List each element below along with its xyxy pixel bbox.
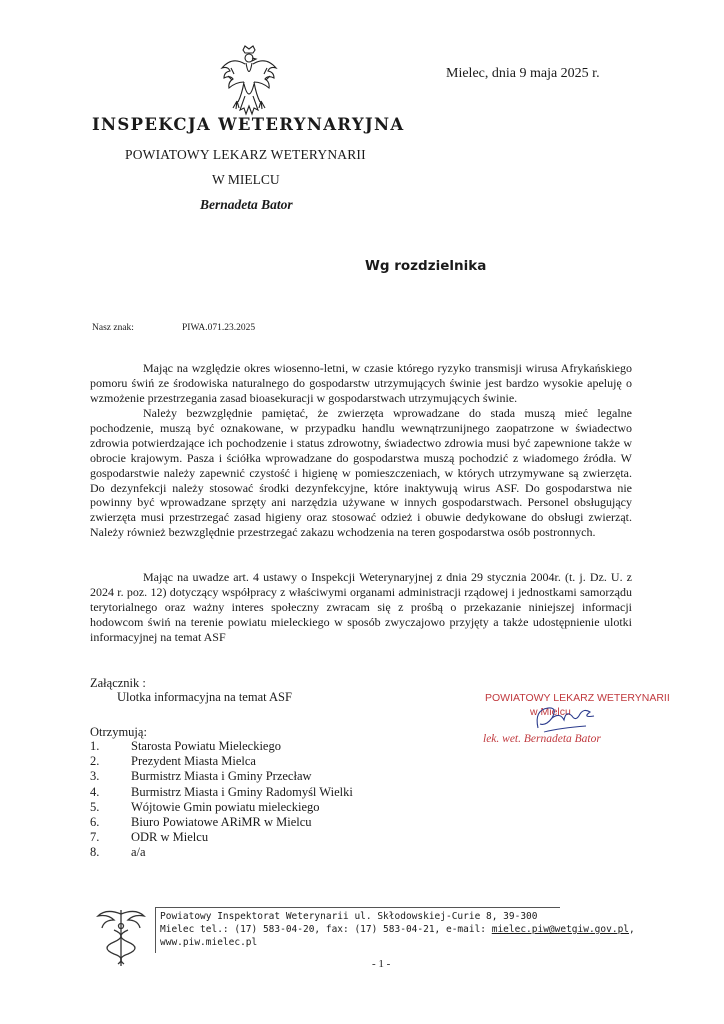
list-item-text: a/a (131, 845, 146, 860)
body-paragraph-2: Należy bezwzględnie pamiętać, że zwierzęta wprowadzane do stada muszą mieć legalne pochodzenie, muszą być oznakowane, w przypadku handlu wewnątrzunijnego zaopatrzone w świadectwo zdrowia potwierdzające ich pochodzenie i status zdrowotny, świadectwo zdrowia musi być zapewnione także w obrocie krajowym. Pasza i ściółka wprowadzane do gospodarstwa muszą pochodzić z wiadomego źródła. W gospodarstwie należy zapewnić czystość i higienę w pomieszczeniach, w których utrzymywane są zwierzęta. Do dezynfekcji należy stosować środki dezynfekcyjne, które inaktywują wirus ASF. Do gospodarstwa nie powinny być wprowadzane sprzęty ani narzędzia używane w innych gospodarstwach. Personel obsługujący zwierzęta musi przestrzegać zasad higieny oraz stosować odzież i obuwie dedykowane do obsługi zwierząt. Należy również bezwzględnie przestrzegać zakazu wchodzenia na teren gospodarstwa osób postronnych. (90, 406, 632, 540)
list-item-number: 8. (90, 845, 100, 860)
body-paragraph-3: Mając na uwadze art. 4 ustawy o Inspekcji Weterynaryjnej z dnia 29 stycznia 2004r. (t. j. Dz. U. z 2024 r. poz. 12) dotyczący współpracy z właściwymi organami administracji rządowej i jednostkami samorządu terytorialnego oraz ważny interes społeczny zwracam się z prośbą o przekazanie niniejszej informacji hodowcom świń na terenie powiatu mieleckiego w sposób zwyczajowo przyjęty a także udostępnienie ulotki informacyjnej na temat ASF (90, 570, 632, 644)
list-item (90, 845, 390, 860)
list-item-text: Biuro Powiatowe ARiMR w Mielcu (131, 815, 312, 830)
body-paragraph-1: Mając na względzie okres wiosenno-letni, w czasie którego ryzyko transmisji wirusa Afrykańskiego pomoru świń ze środowiska naturalnego do gospodarstw utrzymujących świnie jest bardzo wysokie apeluję o wzmożenie przestrzegania zasad bioasekuracji w gospodarstwach utrzymujących świnie. (90, 361, 632, 405)
footer-phone: Mielec tel.: (17) 583-04-20, fax: (17) 583-04-21, e-mail: (160, 924, 492, 935)
polish-eagle-emblem-icon (218, 44, 280, 118)
reference-number: PIWA.071.23.2025 (182, 323, 256, 333)
list-item-number: 1. (90, 739, 100, 753)
list-item (90, 830, 390, 845)
list-item-text: Starosta Powiatu Mieleckiego (131, 739, 281, 753)
distribution-list (90, 739, 390, 861)
stamp-title: POWIATOWY LEKARZ WETERYNARII (485, 692, 670, 704)
list-item (90, 754, 390, 769)
list-item-text: ODR w Mielcu (131, 830, 209, 845)
list-item-number: 3. (90, 769, 100, 784)
institution-city: W MIELCU (212, 172, 280, 187)
list-item-text: Prezydent Miasta Mielca (131, 754, 256, 769)
list-item (90, 815, 390, 830)
stamp-name: lek. wet. Bernadeta Bator (483, 733, 601, 745)
list-item-text: Burmistrz Miasta i Gminy Radomyśl Wielki (131, 784, 353, 799)
institution-subtitle: POWIATOWY LEKARZ WETERYNARII (125, 147, 366, 162)
footer-contact (160, 910, 635, 949)
list-item (90, 739, 390, 754)
list-item-text: Burmistrz Miasta i Gminy Przecław (131, 769, 312, 784)
reference-label: Nasz znak: (92, 323, 134, 333)
institution-title: INSPEKCJA WETERYNARYJNA (92, 115, 405, 134)
footer-website-link[interactable]: www.piw.mielec.pl (160, 937, 258, 948)
attachment-label: Załącznik : (90, 676, 146, 690)
document-date: Mielec, dnia 9 maja 2025 r. (446, 66, 600, 81)
caduceus-logo-icon (92, 906, 150, 970)
footer-address: Powiatowy Inspektorat Weterynarii ul. Skłodowskiej-Curie 8, 39-300 (160, 911, 538, 922)
distribution-label: Otrzymują: (90, 725, 147, 739)
handwritten-signature (530, 698, 600, 738)
page-number: - 1 - (372, 958, 391, 970)
list-item-number: 6. (90, 815, 100, 830)
attachment-item: Ulotka informacyjna na temat ASF (117, 690, 292, 704)
footer-divider-vertical (155, 907, 156, 953)
list-item-number: 5. (90, 799, 100, 814)
list-item-number: 2. (90, 754, 100, 769)
footer-separator: , (629, 924, 635, 935)
list-item (90, 800, 390, 815)
footer-divider (155, 907, 560, 908)
footer-phone-line (160, 923, 635, 936)
officer-name: Bernadeta Bator (200, 197, 293, 212)
list-item (90, 769, 390, 784)
list-item-number: 4. (90, 784, 100, 799)
stamp-city: w Mielcu (530, 706, 571, 718)
list-item-text: Wójtowie Gmin powiatu mieleckiego (131, 799, 320, 814)
list-item-number: 7. (90, 830, 100, 845)
list-item (90, 785, 390, 800)
recipient-heading: Wg rozdzielnika (365, 258, 487, 274)
footer-email-link[interactable]: mielec.piw@wetgiw.gov.pl (491, 924, 630, 935)
